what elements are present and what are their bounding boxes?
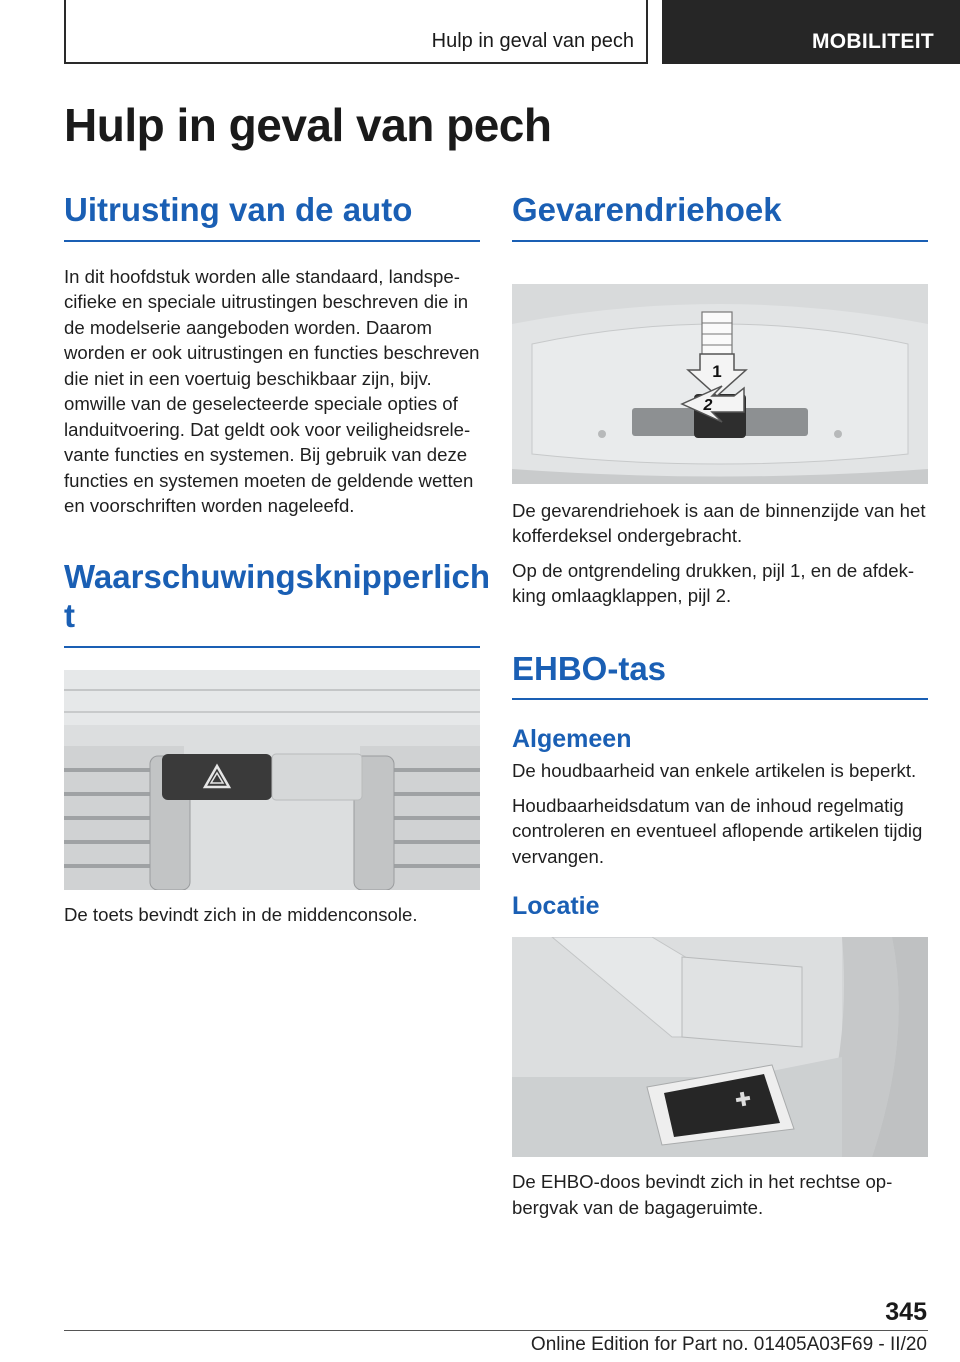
triangle-heading: Gevarendriehoek [512, 190, 928, 242]
hazard-caption: De toets bevindt zich in de middenconsole. [64, 903, 418, 925]
location-heading: Locatie [512, 892, 600, 921]
equipment-body: In dit hoofdstuk worden alle standaard, landspecifieke en speciale uitrustingen beschreven die in de modelserie aangeboden worden. Daarom worden er ook uitrustingen en functies beschreven die niet in een voertuig beschikbaar zijn, bijv. omwille van de geselecteerde speciale opties of landuitvoering. Dat geldt ook voor veiligheidsrelevante functies en systemen. Bij gebruik van deze functies en systemen moeten de geldende wetten en voorschriften worden nageleefd. [64, 265, 480, 517]
edition-text: Online Edition for Part no. 01405A03F69 - II/20 [530, 1334, 927, 1355]
footer-divider [64, 1330, 928, 1331]
page-title: Hulp in geval van pech [64, 99, 552, 151]
page-number: 345 [885, 1298, 927, 1326]
triangle-caption-1: De gevarendriehoek is aan de binnenzijde van het kofferdeksel ondergebracht. [512, 499, 926, 547]
hazard-heading: Waarschuwingsknipperlich t [64, 557, 480, 648]
general-paragraph-1: De houdbaarheid van enkele artikelen is beperkt. [512, 760, 917, 782]
equipment-heading: Uitrusting van de auto [64, 190, 480, 242]
header-section-title: Hulp in geval van pech [431, 30, 634, 52]
general-paragraph-2: Houdbaarheidsdatum van de inhoud regelmatig controleren en eventueel aflopende artikelen tijdig vervangen. [512, 794, 923, 867]
trunk-lid-illustration [512, 284, 928, 484]
general-heading: Algemeen [512, 725, 632, 754]
location-caption: De EHBO-doos bevindt zich in het rechtse opbergvak van de bagageruimte. [512, 1171, 893, 1218]
right-column [512, 190, 928, 1220]
left-column [64, 190, 491, 927]
arrow-2-label: 2 [703, 396, 713, 414]
triangle-caption-2: Op de ontgrendeling drukken, pijl 1, en de afdekking omlaagklappen, pijl 2. [512, 559, 915, 607]
cargo-compartment-illustration [512, 937, 928, 1157]
header-chapter-tab [662, 0, 960, 64]
hazard-console-illustration [64, 670, 480, 890]
header-chapter-label: MOBILITEIT [812, 30, 934, 53]
first-aid-heading: EHBO-tas [512, 649, 928, 701]
arrow-1-label: 1 [712, 361, 722, 381]
